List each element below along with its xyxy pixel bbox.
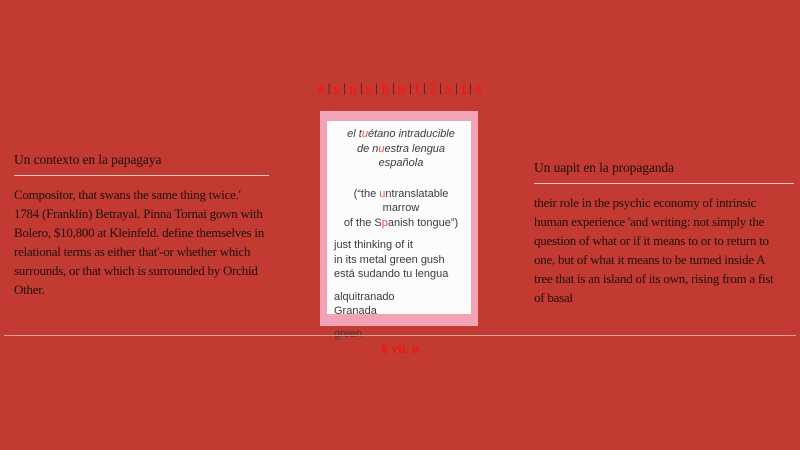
poem-line [334,267,468,282]
nav-letter-link[interactable]: u [349,80,357,95]
left-column-heading: Un contexto en la papagaya [14,152,162,167]
poem-line [334,142,468,171]
poem-text-segment: ntranslatable marrow [382,187,449,214]
text-line: one, but of what it means to be turned inside A [534,252,766,267]
nav-letter-link[interactable]: c [333,80,341,95]
poem-stanza [334,238,468,282]
nav-separator: | [359,80,364,95]
poem-line [334,238,468,253]
nav-letter-link[interactable]: u [398,80,407,95]
poem-text-segment: just thinking of it [334,239,413,251]
text-line: relational terms as either that'-or whether which [14,244,251,259]
poem-line [334,187,468,216]
nav-separator: | [327,80,331,95]
poem-stanza [334,127,468,171]
poem-text-segment: of the S [343,216,382,229]
text-line: tree that is an island of its own, rising from a fist [534,271,774,286]
nav-separator: | [455,80,459,95]
left-column-body [14,185,269,299]
right-column-body [534,193,794,307]
text-line: Other. [14,282,45,297]
nav-letter-link[interactable]: t [415,80,420,95]
nav-separator: | [375,80,379,95]
poem-card-content [334,127,468,341]
footer-section-label: § vii. ø [381,341,419,356]
poem-text-segment: (“the [353,187,380,200]
right-column-heading: Un uapit en la propaganda [534,160,674,175]
nav-separator: | [392,80,396,95]
poem-text-segment: está sudando tu lengua [334,268,449,280]
text-line: Bolero, $10,800 at Kleinfeld. define themselves in [14,225,264,240]
text-line: surrounds, or that which is surrounded by Orchid [14,263,258,278]
poem-text-segment: anish tongue”) [387,216,459,229]
nav-letter-link[interactable]: ø [317,80,325,95]
poem-text-segment: alquitranado [334,290,395,303]
poem-text-segment: green [334,327,363,340]
nav-letter-link[interactable]: h [381,80,390,95]
poem-card [320,111,478,340]
nav-letter-link[interactable]: x [445,80,453,95]
poem-red-letter: p [381,216,388,229]
right-column-rule [534,183,794,184]
poem-red-letter: u [361,128,368,140]
nav-letter-link[interactable]: t [461,80,467,95]
poem-red-letter: u [379,187,386,200]
nav-separator: | [469,80,473,95]
nav-separator: | [409,80,413,95]
nav-separator: | [422,80,427,95]
poem-stanza [334,187,468,231]
nav-separator: | [439,80,443,95]
text-line: Compositor, that swans the same thing twice.' [14,187,241,202]
text-line: 1784 (Franklin) Betrayal. Pinna Tornai gown with [14,206,263,221]
footer-rule [4,335,796,336]
left-column [14,151,269,299]
poem-line [334,304,468,319]
text-line: question of what or if it means to or to return to [534,233,769,248]
poem-text-segment: estra lengua española [378,142,446,169]
poem-red-letter: u [378,142,385,155]
poem-stanza [334,290,468,319]
poem-line [334,327,468,342]
poem-text-segment: de n [356,142,379,155]
poem-line [334,290,468,305]
text-line: their role in the psychic economy of intrinsic [534,195,757,210]
poem-line [334,216,468,231]
poem-stanza [334,327,468,342]
nav-letters [316,80,485,95]
poem-line [334,253,468,268]
text-line: of basal [534,290,573,305]
poem-text-segment: Granada [334,305,377,317]
poem-text-segment: el t [347,128,362,140]
left-column-rule [14,175,269,176]
right-column [534,159,794,307]
nav-letter-link[interactable]: c [366,80,373,95]
nav-letter-link[interactable]: o [475,80,483,95]
nav-letter-link[interactable]: 7 [429,80,437,95]
nav-separator: | [343,80,347,95]
poem-line [334,127,468,142]
text-line: human experience 'and writing: not simply the [534,214,765,229]
poem-text-segment: étano intraducible [367,128,455,140]
poem-text-segment: in its metal green gush [334,253,445,266]
letter-nav [0,80,800,98]
